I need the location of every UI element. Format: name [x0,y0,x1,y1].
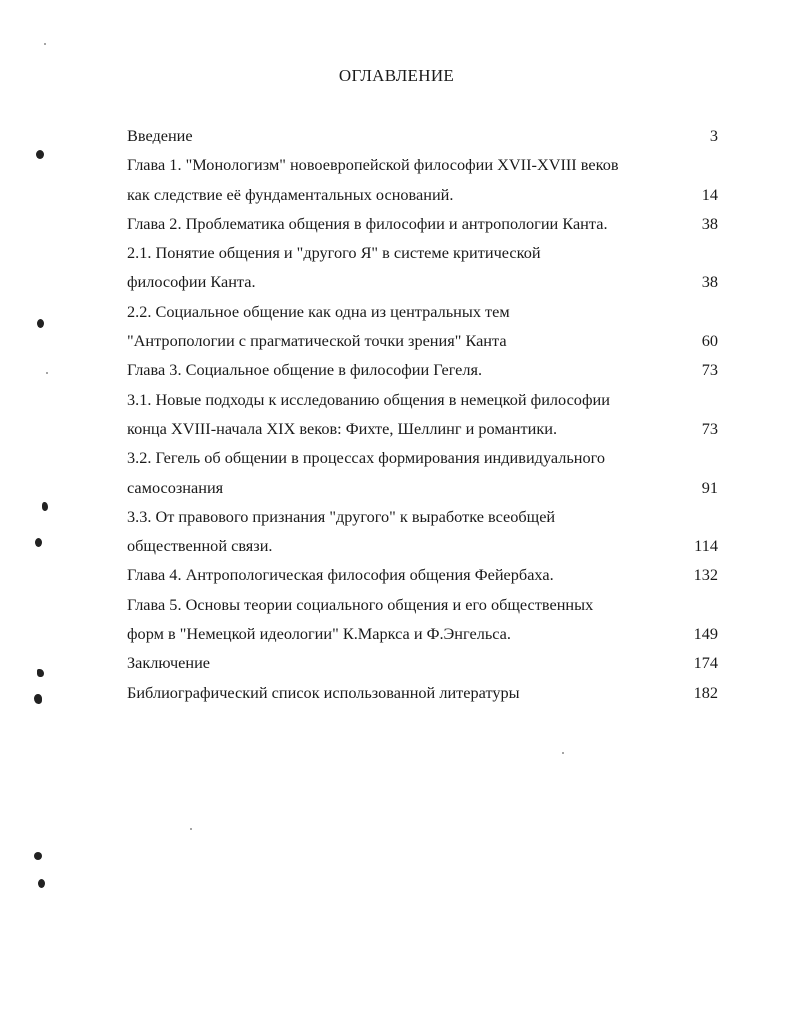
toc-entry-text: конца XVIII-начала XIX веков: Фихте, Шеллинг и романтики. [127,418,558,438]
toc-entry-page-number: 182 [693,682,718,702]
toc-entry [127,648,718,677]
toc-entry [127,443,718,472]
toc-entry-text: 2.2. Социальное общение как одна из центральных тем [127,301,510,321]
toc-entry [127,502,718,531]
toc-entry-text: 2.1. Понятие общения и "другого Я" в системе критической [127,243,541,263]
toc-entry [127,209,718,238]
toc-entry-text: Введение [127,126,193,145]
toc-entry-text: "Антропологии с прагматической точки зрения" Канта [127,331,507,351]
toc-entry [127,238,718,267]
toc-entry [127,326,718,355]
toc-entry-text: Глава 5. Основы теории социального общения и его общественных [127,594,594,614]
table-of-contents [127,121,718,707]
toc-entry-page-number: 38 [701,272,718,292]
scan-speck [34,852,42,860]
scan-speck [36,150,44,159]
scan-dot [44,43,46,45]
toc-entry-text: Библиографический список использованной литературы [127,682,520,702]
toc-entry-text: 3.1. Новые подходы к исследованию общения в немецкой философии [127,389,610,409]
toc-entry [127,473,718,502]
toc-entry-page-number: 174 [693,653,718,673]
scan-speck [38,879,45,888]
scan-speck [34,694,42,704]
toc-entry-text: как следствие её фундаментальных оснований. [127,184,454,204]
toc-entry-page-number: 14 [701,184,718,204]
scan-speck [37,319,44,328]
toc-entry [127,590,718,619]
toc-entry [127,531,718,560]
toc-entry-text: форм в "Немецкой идеологии" К.Маркса и Ф.Энгельса. [127,624,511,644]
toc-entry-text: Заключение [127,653,211,673]
scan-speck [42,502,48,511]
toc-entry-page-number: 73 [701,418,718,438]
toc-entry [127,355,718,384]
scan-speck [35,538,42,547]
toc-entry-page-number: 91 [701,477,718,497]
toc-entry-page-number: 60 [701,331,718,351]
toc-entry-page-number: 132 [693,565,718,585]
page-title: ОГЛАВЛЕНИЕ [338,66,455,85]
toc-entry-page-number: 114 [694,536,718,556]
toc-entry-text: 3.3. От правового признания "другого" к выработке всеобщей [127,506,556,526]
toc-entry [127,267,718,296]
toc-entry-page-number: 3 [709,126,718,145]
toc-entry-text: самосознания [127,477,224,497]
scan-dot [46,372,48,374]
toc-entry-text: общественной связи. [127,536,273,556]
toc-entry-page-number: 73 [701,360,718,380]
toc-entry-text: Глава 2. Проблематика общения в философии и антропологии Канта. [127,213,608,233]
toc-entry [127,678,718,707]
toc-entry-page-number: 149 [693,624,718,644]
toc-entry [127,619,718,648]
scan-dot [562,752,564,754]
toc-entry-text: Глава 4. Антропологическая философия общения Фейербаха. [127,565,554,585]
toc-entry [127,414,718,443]
toc-entry [127,560,718,589]
toc-entry-text: Глава 1. "Монологизм" новоевропейской философии XVII-XVIII веков [127,155,619,175]
toc-entry [127,297,718,326]
toc-entry-text: философии Канта. [127,272,256,292]
scan-dot [190,828,192,830]
toc-entry [127,385,718,414]
toc-entry-text: 3.2. Гегель об общении в процессах формирования индивидуального [127,448,606,468]
toc-entry-text: Глава 3. Социальное общение в философии Гегеля. [127,360,483,380]
toc-entry [127,180,718,209]
scan-speck [37,669,44,677]
toc-entry [127,121,718,150]
toc-entry-page-number: 38 [701,213,718,233]
toc-entry [127,150,718,179]
